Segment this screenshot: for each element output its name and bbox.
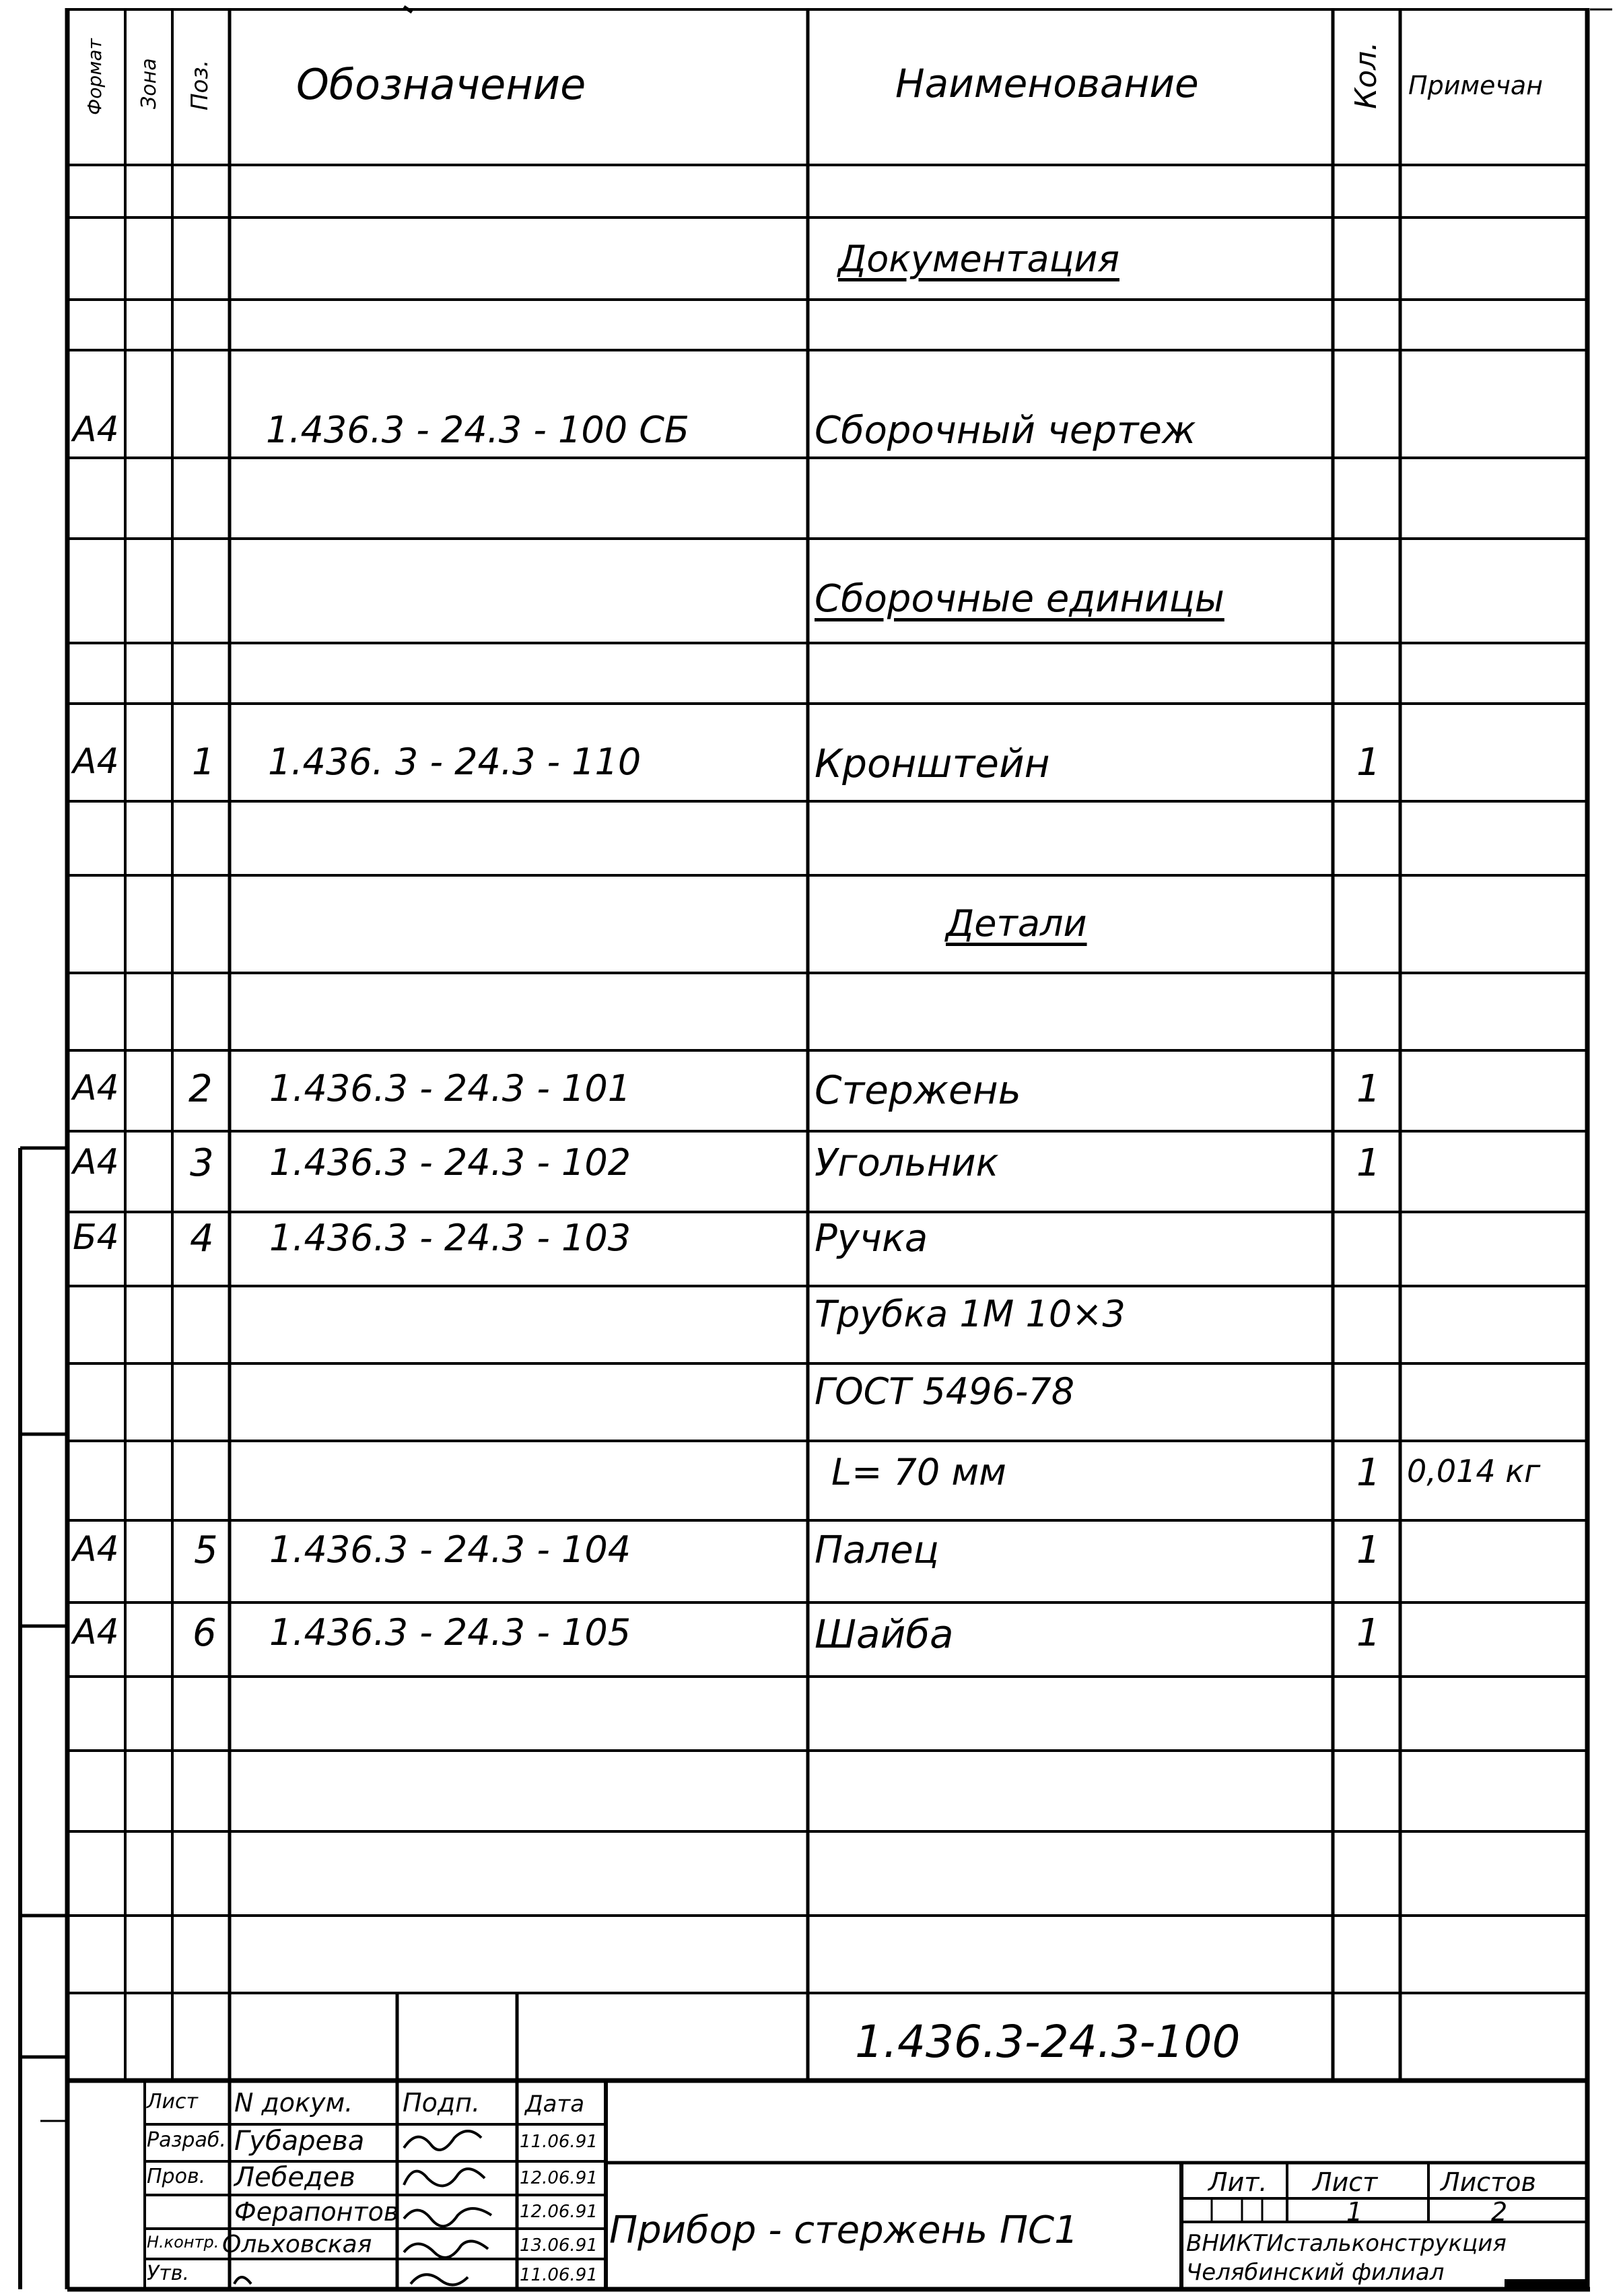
table-row-format: А4: [73, 1142, 119, 1182]
table-row-position: 3: [190, 1141, 214, 1185]
section-title-parts: Детали: [946, 902, 1087, 945]
table-row-quantity: 1: [1356, 1611, 1381, 1655]
role-approver: Утв.: [147, 2262, 189, 2285]
table-row-designation: 1.436.3 - 24.3 - 100 СБ: [266, 409, 689, 451]
table-row-position: 6: [193, 1611, 217, 1655]
column-label-signature: Подп.: [403, 2088, 481, 2118]
table-row-name: Палец: [815, 1528, 939, 1572]
document-number: 1.436.3-24.3-100: [855, 2016, 1241, 2068]
table-row-name: Ручка: [815, 1217, 928, 1260]
table-row-name: ГОСТ 5496-78: [815, 1370, 1075, 1413]
table-row-designation: 1.436.3 - 24.3 - 101: [269, 1067, 631, 1110]
organization-branch: Челябинский филиал: [1186, 2259, 1445, 2286]
column-label-date: Дата: [525, 2091, 585, 2118]
label-sheets: Листов: [1441, 2167, 1536, 2197]
table-row-format: А4: [73, 1529, 119, 1569]
person-name: Ферапонтов: [234, 2197, 399, 2227]
table-row-quantity: 1: [1356, 1451, 1381, 1495]
role-developer: Разраб.: [147, 2128, 226, 2152]
table-row-quantity: 1: [1356, 1528, 1381, 1572]
table-row-designation: 1.436. 3 - 24.3 - 110: [268, 741, 642, 783]
table-row-name: Трубка 1М 10×3: [815, 1293, 1126, 1335]
table-row-format: А4: [73, 1612, 119, 1652]
table-row-name: Сборочный чертеж: [815, 409, 1196, 452]
table-row-quantity: 1: [1356, 1141, 1381, 1185]
header-qty: Кол.: [1349, 41, 1383, 109]
section-title-documentation: Документация: [838, 238, 1119, 280]
person-name: Губарева: [234, 2126, 365, 2157]
table-row-designation: 1.436.3 - 24.3 - 105: [269, 1611, 631, 1654]
header-designation: Обозначение: [296, 60, 586, 109]
sheet-value: 1: [1346, 2197, 1363, 2227]
person-name: Ольховская: [222, 2231, 372, 2258]
header-pos: Поз.: [186, 59, 213, 110]
table-row-name: Стержень: [815, 1067, 1021, 1113]
column-label-list: Лист: [147, 2090, 199, 2114]
header-note: Примечан: [1408, 71, 1544, 100]
title-block-bottom-bar: [1505, 2279, 1585, 2289]
person-date: 11.06.91: [520, 2265, 598, 2285]
role-checker: Пров.: [147, 2165, 206, 2188]
product-name: Прибор - стержень ПС1: [609, 2208, 1078, 2252]
person-name: Лебедев: [234, 2162, 355, 2193]
table-row-quantity: 1: [1356, 1067, 1381, 1111]
person-date: 12.06.91: [520, 2202, 598, 2222]
person-date: 12.06.91: [520, 2168, 598, 2188]
table-row-note: 0,014 кг: [1407, 1453, 1541, 1489]
sheets-value: 2: [1491, 2197, 1508, 2227]
table-row-designation: 1.436.3 - 24.3 - 104: [269, 1528, 631, 1571]
section-title-assembly-units: Сборочные единицы: [815, 577, 1224, 621]
table-row-name: Угольник: [815, 1141, 999, 1185]
table-row-name: Шайба: [815, 1611, 954, 1657]
table-row-format: А4: [73, 741, 119, 782]
header-zone: Зона: [137, 58, 161, 109]
table-row-format: А4: [73, 409, 119, 450]
table-row-designation: 1.436.3 - 24.3 - 103: [269, 1217, 631, 1259]
column-label-doc-number: N докум.: [234, 2088, 353, 2118]
header-format: Формат: [83, 38, 106, 115]
table-row-quantity: 1: [1356, 741, 1381, 784]
label-letter: Лит.: [1208, 2167, 1268, 2197]
role-norm-control: Н.контр.: [147, 2233, 219, 2252]
label-sheet: Лист: [1313, 2167, 1378, 2197]
table-row-format: А4: [73, 1068, 119, 1108]
table-row-designation: 1.436.3 - 24.3 - 102: [269, 1141, 631, 1184]
table-row-format: Б4: [73, 1217, 119, 1258]
table-row-name: L= 70 мм: [831, 1451, 1006, 1493]
table-row-position: 5: [194, 1528, 218, 1572]
person-date: 13.06.91: [520, 2235, 598, 2256]
person-date: 11.06.91: [520, 2132, 598, 2152]
header-name: Наименование: [895, 61, 1199, 106]
table-row-position: 2: [188, 1067, 213, 1111]
table-row-name: Кронштейн: [815, 741, 1050, 786]
organization-name: ВНИКТИстальконструкция: [1186, 2230, 1507, 2257]
table-row-position: 1: [192, 741, 215, 783]
table-row-position: 4: [190, 1217, 214, 1260]
